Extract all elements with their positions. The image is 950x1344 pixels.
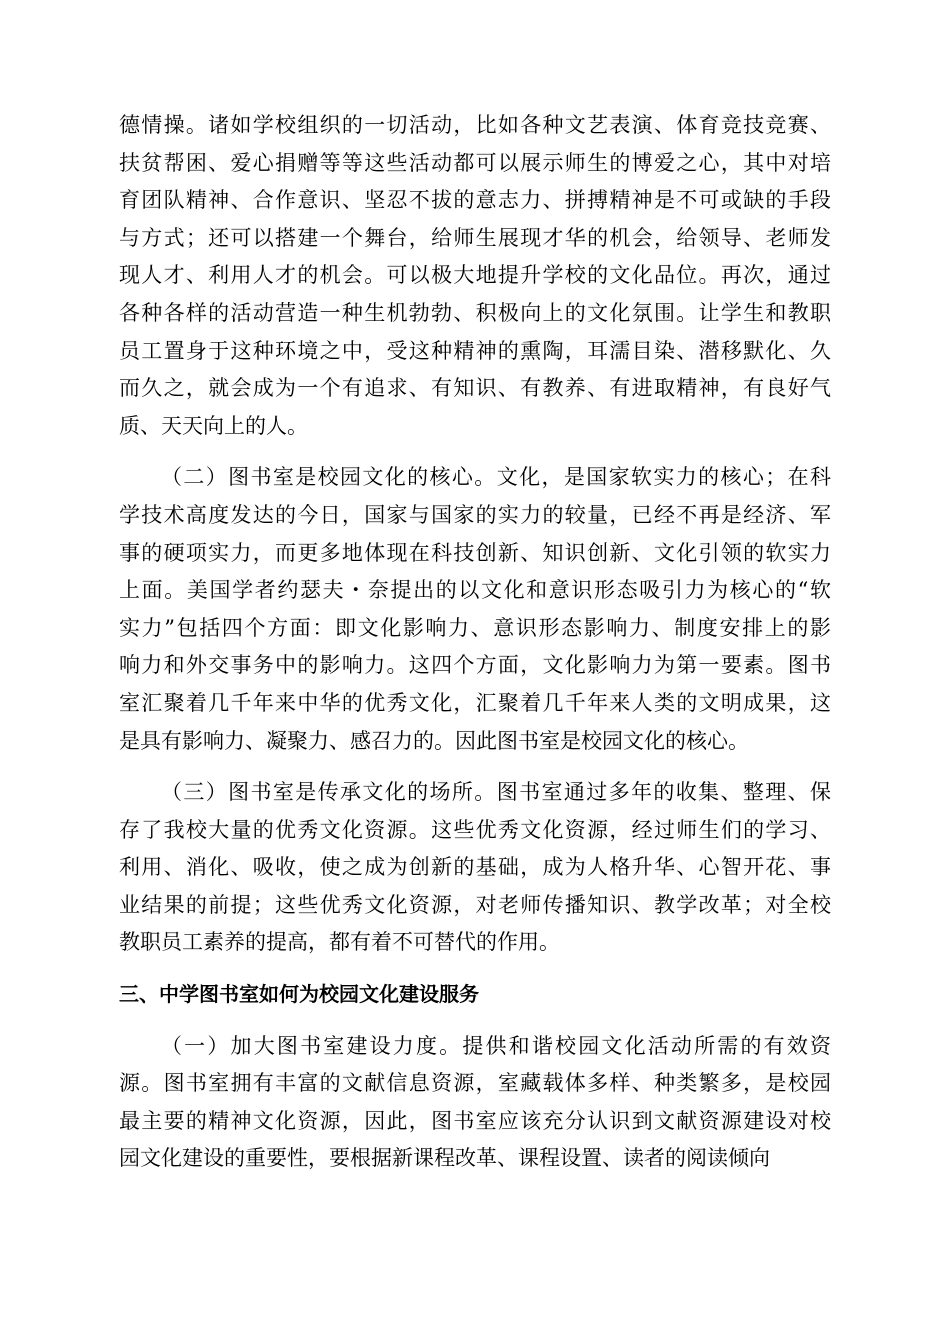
text-line: 育团队精神、合作意识、坚忍不拔的意志力、拼搏精神是不可或缺的手段 (119, 188, 831, 213)
paragraph-4 (119, 1028, 831, 1178)
text-line: 学技术高度发达的今日，国家与国家的实力的较量，已经不再是经济、军 (119, 502, 831, 527)
text-line: 扶贫帮困、爱心捐赠等等这些活动都可以展示师生的博爱之心，其中对培 (119, 150, 831, 175)
text-line: 上面。美国学者约瑟夫・奈提出的以文化和意识形态吸引力为核心的“软 (119, 578, 831, 603)
paragraph-1 (119, 107, 831, 445)
text-line: （三）图书室是传承文化的场所。图书室通过多年的收集、整理、保 (161, 780, 831, 805)
document-body (119, 107, 831, 1178)
text-line: 响力和外交事务中的影响力。这四个方面，文化影响力为第一要素。图书 (119, 653, 831, 678)
text-line: 实力”包括四个方面：即文化影响力、意识形态影响力、制度安排上的影 (119, 615, 831, 640)
text-line: （一）加大图书室建设力度。提供和谐校园文化活动所需的有效资 (161, 1033, 831, 1058)
text-line: 与方式；还可以搭建一个舞台，给师生展现才华的机会，给领导、老师发 (119, 225, 831, 250)
text-line: 教职员工素养的提高，都有着不可替代的作用。 (119, 930, 560, 955)
text-line: 质、天天向上的人。 (119, 413, 308, 438)
text-line: 是具有影响力、凝聚力、感召力的。因此图书室是校园文化的核心。 (119, 728, 749, 753)
text-line: 存了我校大量的优秀文化资源。这些优秀文化资源，经过师生们的学习、 (119, 817, 831, 842)
text-line: 事的硬项实力，而更多地体现在科技创新、知识创新、文化引领的软实力 (119, 540, 831, 565)
text-line: 员工置身于这种环境之中，受这种精神的熏陶，耳濡目染、潜移默化、久 (119, 338, 831, 363)
paragraph-3 (119, 774, 831, 962)
text-line: 室汇聚着几千年来中华的优秀文化，汇聚着几千年来人类的文明成果，这 (119, 690, 831, 715)
text-line: 园文化建设的重要性，要根据新课程改革、课程设置、读者的阅读倾向 (119, 1146, 770, 1171)
paragraph-2 (119, 459, 831, 760)
text-line: 现人才、利用人才的机会。可以极大地提升学校的文化品位。再次，通过 (119, 263, 831, 288)
text-line: 各种各样的活动营造一种生机勃勃、积极向上的文化氛围。让学生和教职 (119, 300, 831, 325)
text-line: 而久之，就会成为一个有追求、有知识、有教养、有进取精神，有良好气 (119, 376, 831, 401)
text-line: 业结果的前提；这些优秀文化资源，对老师传播知识、教学改革；对全校 (119, 892, 831, 917)
text-line: 德情操。诸如学校组织的一切活动，比如各种文艺表演、体育竞技竞赛、 (119, 113, 831, 137)
text-line: 最主要的精神文化资源，因此，图书室应该充分认识到文献资源建设对校 (119, 1108, 831, 1133)
text-line: 源。图书室拥有丰富的文献信息资源，室藏载体多样、种类繁多，是校园 (119, 1071, 831, 1096)
text-line: 利用、消化、吸收，使之成为创新的基础，成为人格升华、心智开花、事 (119, 855, 831, 880)
text-line: （二）图书室是校园文化的核心。文化，是国家软实力的核心；在科 (161, 465, 831, 490)
section-heading: 三、中学图书室如何为校园文化建设服务 (119, 982, 479, 1007)
